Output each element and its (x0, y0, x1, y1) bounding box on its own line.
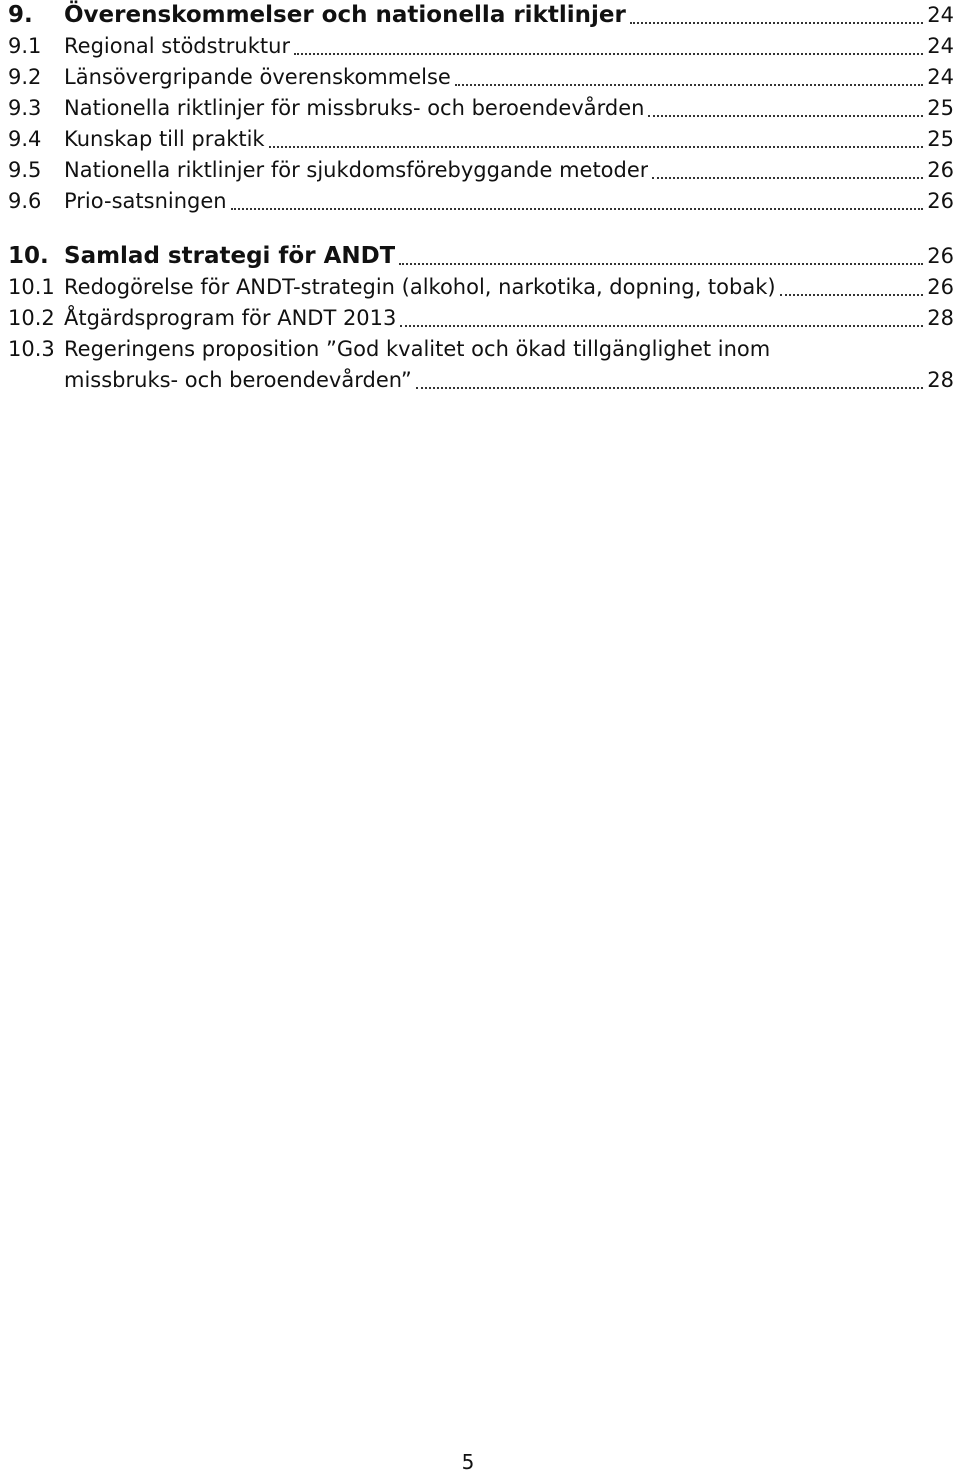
toc-entry-title: Nationella riktlinjer för sjukdomsförebyggande metoder (64, 158, 649, 182)
toc-entry-9-3[interactable] (8, 93, 954, 124)
toc-entry-number: 9.6 (8, 189, 42, 213)
toc-entry-title: Länsövergripande överenskommelse (64, 65, 451, 89)
toc-entry-9-1[interactable] (8, 31, 954, 62)
toc-entry-number: 9.5 (8, 158, 42, 182)
toc-entry-number: 9.1 (8, 34, 42, 58)
dot-leader (648, 115, 923, 117)
toc-chapter-number: 10. (8, 243, 49, 269)
toc-entry-number: 10.3 (8, 337, 55, 361)
table-of-contents (8, 0, 954, 396)
toc-entry-title: Regeringens proposition ”God kvalitet och ökad tillgänglighet inom (64, 337, 771, 361)
toc-entry-10-1[interactable] (8, 272, 954, 303)
toc-entry-title-continued: missbruks- och beroendevården” (64, 368, 412, 392)
toc-entry-10-3-continued[interactable] (8, 365, 954, 396)
toc-page-number: 26 (927, 244, 954, 268)
dot-leader (455, 84, 923, 86)
toc-page-number: 26 (927, 275, 954, 299)
dot-leader (780, 294, 924, 296)
toc-entry-number: 10.2 (8, 306, 55, 330)
toc-entry-number: 10.1 (8, 275, 55, 299)
toc-entry-number: 9.2 (8, 65, 42, 89)
toc-chapter-10[interactable] (8, 241, 954, 272)
dot-leader (652, 177, 923, 179)
toc-entry-title: Åtgärdsprogram för ANDT 2013 (64, 306, 397, 330)
toc-page-number: 28 (927, 306, 954, 330)
toc-chapter-number: 9. (8, 2, 33, 28)
toc-page-number: 24 (927, 65, 954, 89)
toc-entry-9-2[interactable] (8, 62, 954, 93)
toc-page-number: 26 (927, 158, 954, 182)
toc-page-number: 25 (927, 127, 954, 151)
toc-entry-title: Regional stödstruktur (64, 34, 291, 58)
toc-entry-number: 9.3 (8, 96, 42, 120)
dot-leader (399, 263, 923, 265)
dot-leader (630, 22, 923, 24)
toc-entry-10-2[interactable] (8, 303, 954, 334)
toc-page-number: 24 (927, 3, 954, 27)
toc-entry-title: Prio-satsningen (64, 189, 227, 213)
toc-page-number: 28 (927, 368, 954, 392)
toc-page-number: 25 (927, 96, 954, 120)
dot-leader (400, 325, 923, 327)
toc-entry-title: Redogörelse för ANDT-strategin (alkohol, narkotika, dopning, tobak) (64, 275, 776, 299)
dot-leader (416, 387, 923, 389)
toc-entry-number: 9.4 (8, 127, 42, 151)
toc-entry-9-5[interactable] (8, 155, 954, 186)
toc-entry-title: Nationella riktlinjer för missbruks- och beroendevården (64, 96, 645, 120)
toc-entry-title: Kunskap till praktik (64, 127, 265, 151)
dot-leader (269, 146, 924, 148)
toc-chapter-9[interactable] (8, 0, 954, 31)
toc-entry-9-6[interactable] (8, 186, 954, 217)
toc-chapter-title: Samlad strategi för ANDT (64, 243, 396, 269)
toc-entry-10-3[interactable] (8, 334, 954, 365)
toc-page-number: 24 (927, 34, 954, 58)
toc-entry-9-4[interactable] (8, 124, 954, 155)
toc-page-number: 26 (927, 189, 954, 213)
page-number: 5 (461, 1450, 475, 1474)
dot-leader (294, 53, 923, 55)
dot-leader (231, 208, 924, 210)
toc-chapter-title: Överenskommelser och nationella riktlinjer (64, 2, 626, 28)
